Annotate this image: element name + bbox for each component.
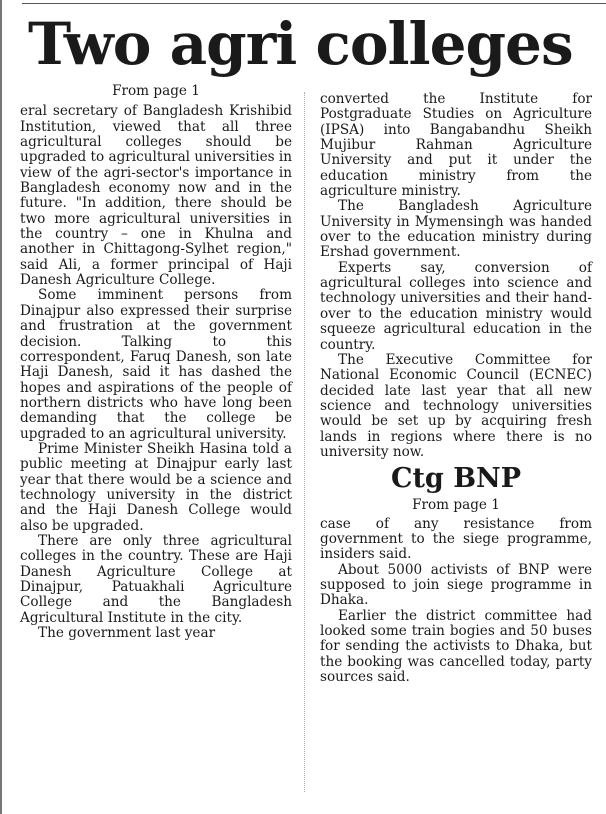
paragraph: eral secretary of Bangladesh Krishibid Institution, viewed that all three agricultural colleges should be upgraded to agricultural universities in view of the agri-sector's importance in Bangladesh economy now and in the future. "In addition, there should be two more agricultural universities in the country – one in Khulna and another in Chittagong-Sylhet region," said Ali, a former principal of Haji Danesh Agriculture College. (20, 103, 293, 289)
right-column (320, 92, 592, 685)
paragraph: Experts say, conversion of agricultural colleges into science and technology universities and their hand-over to the education ministry would squeeze agricultural education in the country. (320, 259, 592, 353)
paragraph: converted the Institute for Postgraduate Studies on Agriculture (IPSA) into Bangabandhu Sheikh Mujibur Rahman Agriculture University and put it under the education ministry from the agriculture ministry. (320, 91, 592, 200)
second-story-headline: Ctg BNP (390, 463, 522, 495)
left-column (20, 84, 292, 641)
paragraph: About 5000 activists of BNP were supposed to join siege programme in Dhaka. (320, 561, 592, 609)
second-story-dateline: From page 1 (412, 497, 500, 514)
top-rule (22, 3, 606, 4)
paragraph: Earlier the district committee had looked some train bogies and 50 buses for sending the activists to Dhaka, but the booking was cancelled today, party sources said. (320, 607, 592, 686)
headline: Two agri colleges (28, 10, 573, 78)
paragraph: The Executive Committee for National Economic Council (ECNEC) decided late last year that all new science and technology universities would be set up by acquiring fresh lands in regions where there is no university now. (320, 351, 592, 460)
paragraph: There are only three agricultural colleges in the country. These are Haji Danesh Agriculture College at Dinajpur, Patuakhali Agriculture College and the Bangladesh Agricultural Institute in the city. (20, 532, 292, 626)
paragraph: case of any resistance from government to the siege programme, insiders said. (320, 515, 592, 563)
paragraph: Some imminent persons from Dinajpur also expressed their surprise and frustration at the government decision. Talking to this correspondent, Faruq Danesh, son late Haji Danesh, said it has dashed the hopes and aspirations of the people of northern districts who have long been demanding that the college be upgraded to an agricultural university. (20, 287, 292, 442)
column-gutter (304, 92, 305, 792)
paragraph: The Bangladesh Agriculture University in Mymensingh was handed over to the education ministry during Ershad government. (320, 198, 592, 261)
paragraph: The government last year (38, 625, 216, 642)
column-rule (0, 0, 2, 814)
dateline: From page 1 (112, 83, 200, 99)
paragraph: Prime Minister Sheikh Hasina told a public meeting at Dinajpur early last year that there would be a science and technology university in the district and the Haji Danesh College would also be upgraded. (20, 440, 292, 534)
